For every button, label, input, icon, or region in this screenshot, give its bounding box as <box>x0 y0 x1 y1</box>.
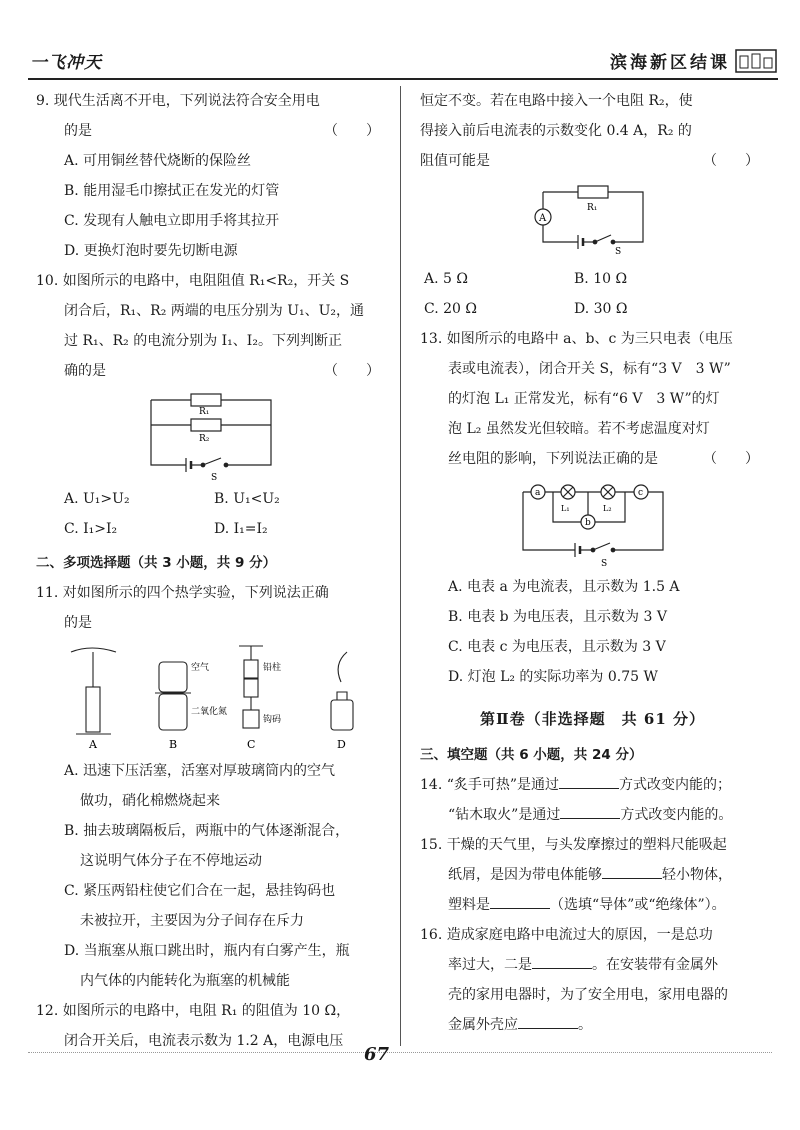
question-11 <box>36 578 386 996</box>
question-16 <box>420 920 765 1040</box>
q13-fig-a: a <box>534 488 540 498</box>
q13-fig-c: c <box>637 488 643 498</box>
q9-stem-2: 的是 <box>64 123 92 139</box>
q10-line-1: 10. 如图所示的电路中，电阻阻值 R₁<R₂，开关 S <box>36 273 350 289</box>
q11-line-2: 的是 <box>64 615 92 631</box>
q12-fig-r1: R₁ <box>586 203 597 213</box>
q16-blank-1 <box>532 954 592 969</box>
question-14 <box>420 770 765 830</box>
header-rule <box>28 78 778 80</box>
q9-option-b: B. 能用湿毛巾擦拭正在发光的灯管 <box>64 183 280 199</box>
q16-line-4a: 金属外壳应 <box>448 1017 518 1033</box>
q12-option-a: A. 5 Ω <box>424 271 468 287</box>
q11-option-c-2: 未被拉开，主要因为分子间存在斥力 <box>80 913 304 929</box>
q16-line-2b: 。在安装带有金属外 <box>592 957 718 973</box>
q11-fig-air: 空气 <box>191 663 210 673</box>
q12-option-d: D. 30 Ω <box>574 301 628 317</box>
q13-line-3: 的灯泡 L₁ 正常发光，标有“6 V 3 W”的灯 <box>448 391 720 407</box>
q13-line-4: 泡 L₂ 虽然发光但较暗。若不考虑温度对灯 <box>448 421 710 437</box>
q15-line-3a: 塑料是 <box>448 897 490 913</box>
q14-line-2b: 方式改变内能的。 <box>620 807 733 823</box>
q11-fig-lead: 铅柱 <box>263 663 282 673</box>
q15-line-2a: 纸屑，是因为带电体能够 <box>448 867 602 883</box>
q13-fig-l1: L₁ <box>560 504 570 513</box>
q15-blank-1 <box>602 864 662 879</box>
question-15 <box>420 830 765 920</box>
page-number: 67 <box>364 1044 390 1065</box>
q12-option-b: B. 10 Ω <box>574 271 628 287</box>
q9-option-c: C. 发现有人触电立即用手将其拉开 <box>64 213 280 229</box>
q11-fig-c: C <box>247 738 256 751</box>
q10-option-a: A. U₁>U₂ <box>64 491 130 507</box>
q13-line-5: 丝电阻的影响，下列说法正确的是 <box>448 451 658 467</box>
q16-line-2a: 率过大，二是 <box>448 957 532 973</box>
q12-line-3: 恒定不变。若在电路中接入一个电阻 R₂，使 <box>420 93 693 109</box>
q11-option-a-1: A. 迅速下压活塞，活塞对厚玻璃筒内的空气 <box>64 763 336 779</box>
q13-line-2: 表或电流表），闭合开关 S，标有“3 V 3 W” <box>448 361 731 377</box>
question-12-cont <box>420 86 765 324</box>
q16-line-4b: 。 <box>578 1017 592 1033</box>
q11-option-a-2: 做功，硝化棉燃烧起来 <box>80 793 220 809</box>
q13-option-b: B. 电表 b 为电压表，且示数为 3 V <box>448 609 667 625</box>
q10-line-2: 闭合后，R₁、R₂ 两端的电压分别为 U₁、U₂，通 <box>64 303 365 319</box>
header-right: 滨海新区结课 <box>610 53 730 73</box>
q12-line-5: 阻值可能是 <box>420 153 490 169</box>
q11-fig-d: D <box>337 738 346 751</box>
q9-option-d: D. 更换灯泡时要先切断电源 <box>64 243 238 259</box>
question-9 <box>36 86 386 266</box>
q12-fig-ammeter: A <box>538 213 546 224</box>
q12-fig-s: S <box>614 247 621 257</box>
q14-blank-1 <box>559 774 619 789</box>
q14-blank-2 <box>560 804 620 819</box>
q11-option-b-2: 这说明气体分子在不停地运动 <box>80 853 262 869</box>
q16-line-3: 壳的家用电器时，为了安全用电，家用电器的 <box>448 987 728 1003</box>
question-12-start <box>36 996 386 1056</box>
q9-stem-1: 9. 现代生活离不开电，下列说法符合安全用电 <box>36 93 320 109</box>
q11-option-c-1: C. 紧压两铅柱使它们合在一起，悬挂钩码也 <box>64 883 336 899</box>
q11-line-1: 11. 对如图所示的四个热学实验，下列说法正确 <box>36 585 329 601</box>
q15-line-2b: 轻小物体， <box>662 867 732 883</box>
header-logo-icon <box>734 46 778 76</box>
q11-fig-hook: 钩码 <box>263 715 282 725</box>
q9-option-a: A. 可用铜丝替代烧断的保险丝 <box>64 153 252 169</box>
column-divider <box>400 86 401 1046</box>
q15-line-1: 15. 干燥的天气里，与头发摩擦过的塑料尺能吸起 <box>420 837 727 853</box>
q14-line-1a: 14. “炙手可热”是通过 <box>420 777 560 793</box>
q11-fig-b: B <box>169 738 178 751</box>
section-3-heading: 三、填空题（共 6 小题，共 24 分） <box>420 747 643 763</box>
q12-line-1: 12. 如图所示的电路中，电阻 R₁ 的阻值为 10 Ω， <box>36 1003 351 1019</box>
question-13 <box>420 324 765 692</box>
q10-line-4: 确的是 <box>64 363 106 379</box>
header-left: 一飞冲天 <box>30 53 102 73</box>
q11-fig-a: A <box>89 738 97 751</box>
q14-line-2a: “钻木取火”是通过 <box>448 807 561 823</box>
q10-circuit-figure <box>141 390 281 480</box>
section-2-heading: 二、多项选择题（共 3 小题，共 9 分） <box>36 555 277 571</box>
q16-line-1: 16. 造成家庭电路中电流过大的原因，一是总功 <box>420 927 713 943</box>
right-column <box>420 86 765 1040</box>
q12-line-4: 得接入前后电流表的示数变化 0.4 A，R₂ 的 <box>420 123 692 139</box>
q10-fig-s: S <box>211 473 218 480</box>
q13-fig-b: b <box>584 518 591 528</box>
q11-option-d-1: D. 当瓶塞从瓶口跳出时，瓶内有白雾产生，瓶 <box>64 943 350 959</box>
q11-option-d-2: 内气体的内能转化为瓶塞的机械能 <box>80 973 290 989</box>
q12-option-c: C. 20 Ω <box>424 301 477 317</box>
q13-fig-l2: L₂ <box>602 504 612 513</box>
q13-circuit-figure <box>513 478 673 568</box>
q10-option-b: B. U₁<U₂ <box>214 491 280 507</box>
q15-blank-2 <box>490 894 550 909</box>
footer-rule <box>28 1052 772 1053</box>
q15-line-3b: （选填“导体”或“绝缘体”）。 <box>550 897 726 913</box>
q10-line-3: 过 R₁、R₂ 的电流分别为 I₁、I₂。下列判断正 <box>64 333 342 349</box>
q12-circuit-figure <box>523 180 663 260</box>
q10-option-c: C. I₁>I₂ <box>64 521 118 537</box>
q10-fig-r2: R₂ <box>199 434 210 444</box>
q10-fig-r1: R₁ <box>199 407 210 417</box>
q11-experiments-figure <box>41 642 381 752</box>
left-column <box>36 86 386 1056</box>
q14-line-1b: 方式改变内能的； <box>619 777 732 793</box>
q13-option-d: D. 灯泡 L₂ 的实际功率为 0.75 W <box>448 669 658 685</box>
q10-answer-paren: （ ） <box>324 363 380 379</box>
part-2-title: 第Ⅱ卷（非选择题 共 61 分） <box>480 710 705 728</box>
q12-line-2: 闭合开关后，电流表示数为 1.2 A，电源电压 <box>64 1033 344 1049</box>
q13-option-a: A. 电表 a 为电流表，且示数为 1.5 A <box>448 579 680 595</box>
q13-option-c: C. 电表 c 为电压表，且示数为 3 V <box>448 639 666 655</box>
q10-option-d: D. I₁=I₂ <box>214 521 268 537</box>
q11-option-b-1: B. 抽去玻璃隔板后，两瓶中的气体逐渐混合， <box>64 823 350 839</box>
q12-answer-paren: （ ） <box>703 153 759 169</box>
question-10 <box>36 266 386 544</box>
q11-fig-no2: 二氧化氮 <box>191 707 228 717</box>
q13-answer-paren: （ ） <box>703 451 759 467</box>
q9-answer-paren: （ ） <box>324 123 380 139</box>
q13-fig-s: S <box>600 559 607 568</box>
q13-line-1: 13. 如图所示的电路中 a、b、c 为三只电表（电压 <box>420 331 733 347</box>
q16-blank-2 <box>518 1014 578 1029</box>
